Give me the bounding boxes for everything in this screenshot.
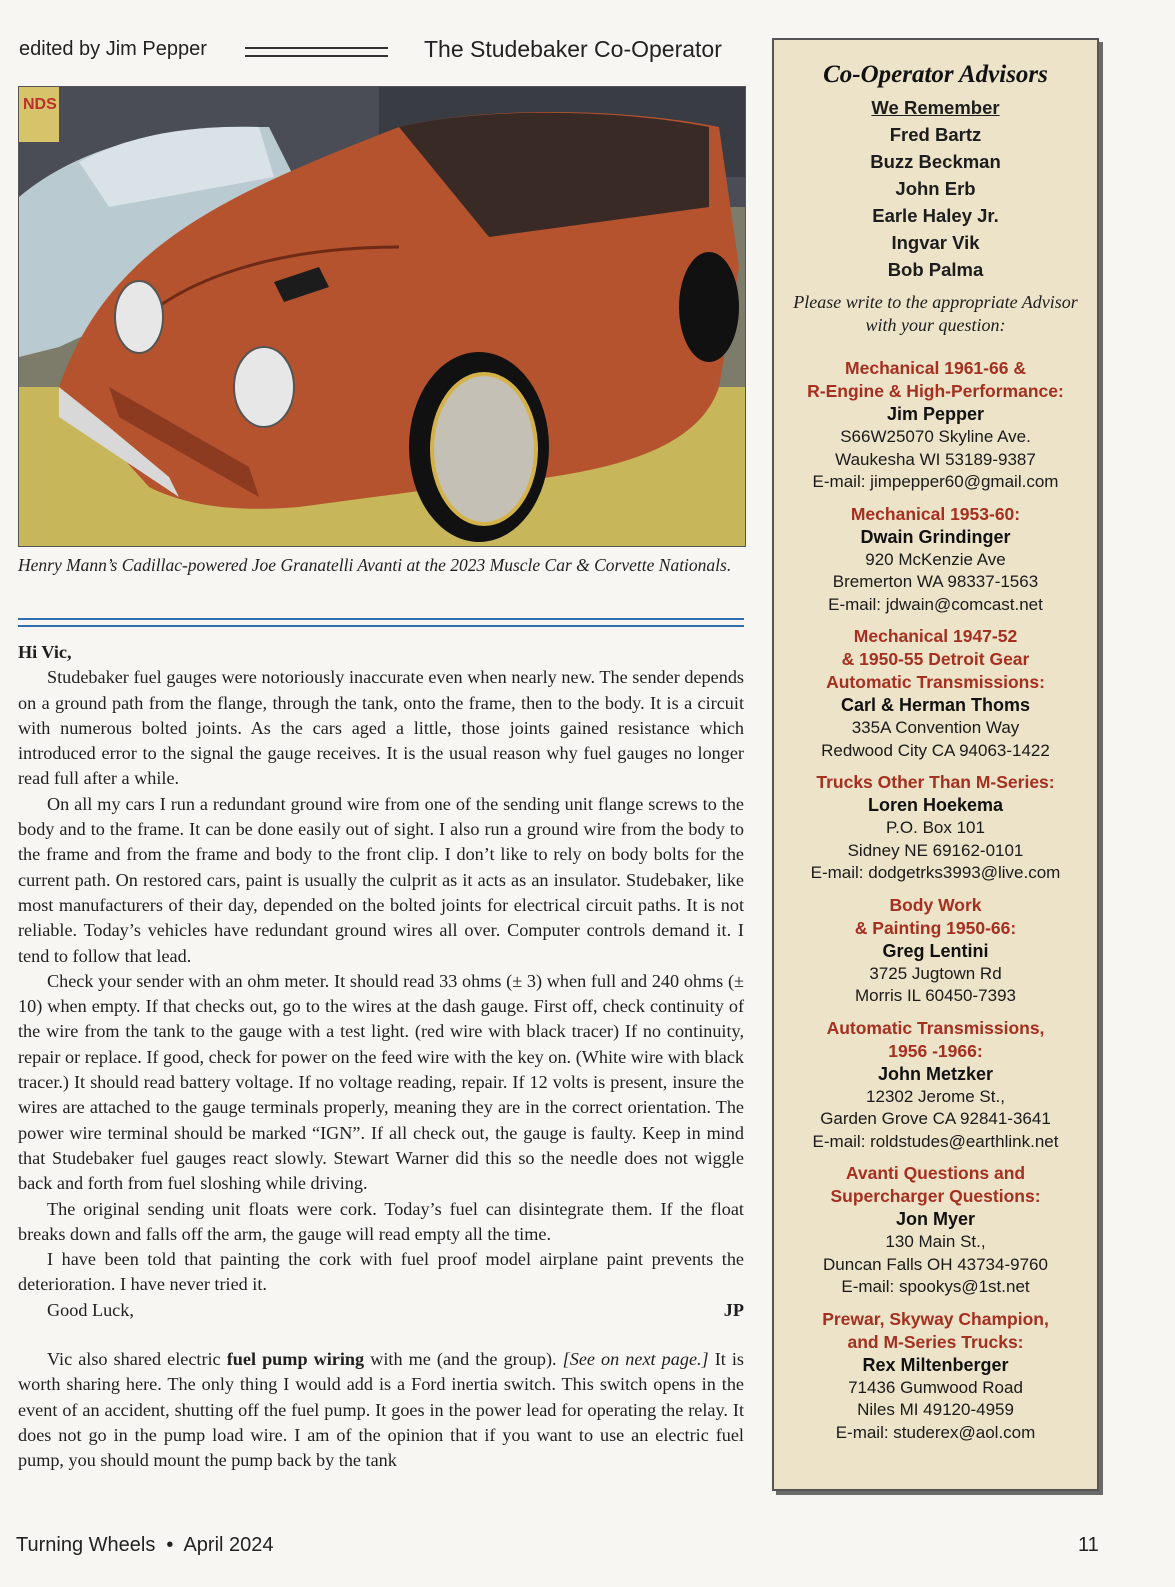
photo-caption: Henry Mann’s Cadillac-powered Joe Granatelli Avanti at the 2023 Muscle Car & Corvette Nationals.	[18, 555, 732, 575]
red-avanti-car-photo	[18, 86, 746, 547]
advisor-topic: Automatic Transmissions,	[826, 1017, 1045, 1038]
advisor-address: Morris IL 60450-7393	[855, 986, 1016, 1005]
text-run: Vic also shared electric	[47, 1349, 227, 1370]
advisor-address: Waukesha WI 53189-9387	[835, 449, 1036, 469]
advisor-topic: Mechanical 1953-60:	[850, 503, 1021, 524]
paragraph: The original sending unit floats were cork. Today’s fuel can disintegrate them. If the float breaks down and falls off the arm, the gauge will read empty all the time.	[18, 1198, 744, 1244]
advisor-topic: Mechanical 1947-52	[853, 626, 1018, 646]
advisor-block	[774, 625, 1097, 762]
footer-issue: Turning Wheels • April 2024	[16, 1534, 274, 1556]
advisor-name: Loren Hoekema	[867, 795, 1004, 815]
advisor-topic: and M-Series Trucks:	[847, 1331, 1024, 1352]
advisor-topic: R-Engine & High-Performance:	[807, 381, 1064, 401]
advisor-address: Duncan Falls OH 43734-9760	[823, 1254, 1048, 1274]
advisor-topic: & Painting 1950-66:	[854, 917, 1017, 938]
advisor-block	[774, 771, 1097, 885]
advisor-address: Redwood City CA 94063-1422	[821, 740, 1050, 760]
advisor-address: S66W25070 Skyline Ave.	[840, 427, 1031, 446]
advisor-block	[774, 1308, 1097, 1445]
advisor-email: E-mail: dodgetrks3993@live.com	[810, 863, 1061, 882]
remembered-name: Ingvar Vik	[891, 232, 980, 253]
advisor-email: E-mail: studerex@aol.com	[835, 1422, 1036, 1442]
advisor-topic: Prewar, Skyway Champion,	[822, 1308, 1049, 1329]
advisor-topic: 1956 -1966:	[888, 1040, 983, 1061]
advisor-email: E-mail: spookys@1st.net	[841, 1277, 1030, 1296]
advisor-address: Bremerton WA 98337-1563	[832, 572, 1039, 591]
advisor-topic: Trucks Other Than M-Series:	[816, 772, 1055, 792]
editor-credit: edited by Jim Pepper	[19, 38, 207, 60]
publication-title: The Studebaker Co-Operator	[424, 36, 722, 62]
paragraph: Check your sender with an ohm meter. It should read 33 ohms (± 3) when full and 240 ohms (± 10) when empty. If that checks out, go to the wires at the dash gauge. First off, check continuity of the wire from the tank to the gauge with a test light. (red wire with black tracer) If no continuity, repair or replace. If good, check for power on the feed wire with the key on. (White wire with black tracer.) It should read battery voltage. If no voltage reading, repair. If 12 volts is present, insure the wires are attached to the gauge terminals properly, meaning they are in the correct orientation. The power wire terminal should be marked “IGN”. If all check out, the gauge is faulty. Keep in mind that Studebaker fuel gauges react slowly. Stewart Warner did this so the needle does not wiggle back and forth from fuel sloshing while driving.	[18, 970, 744, 1194]
bold-term: fuel pump wiring	[226, 1349, 365, 1370]
advisor-name: Greg Lentini	[882, 940, 989, 961]
advisor-address: 335A Convention Way	[851, 718, 1020, 737]
remember-heading: We Remember	[871, 97, 1000, 118]
remembered-name: Buzz Beckman	[870, 151, 1001, 172]
remembered-name: Earle Haley Jr.	[872, 205, 999, 226]
advisor-topic: Body Work	[889, 894, 982, 915]
advisor-block	[774, 1017, 1097, 1154]
advisor-topic: Mechanical 1961-66 &	[845, 358, 1026, 378]
remembered-name: Bob Palma	[887, 259, 984, 280]
advisor-email: E-mail: roldstudes@earthlink.net	[812, 1131, 1059, 1151]
spacer	[18, 1323, 744, 1347]
advisor-topic: Automatic Transmissions:	[826, 672, 1045, 692]
advisor-topic: & 1950-55 Detroit Gear	[841, 649, 1030, 669]
text-run: It is worth sharing here. The only thing I would add is a Ford inertia switch. This switch opens in the event of an accident, shutting off the fuel pump. It goes in the power lead for operating the relay. It does not go in the pump load wire. I am of the opinion that if you want to use an electric fuel pump, you should mount the pump back by the tank	[18, 1349, 745, 1471]
paragraph: I have been told that painting the cork with fuel proof model airplane paint prevents the deterioration. I have never tried it.	[18, 1249, 744, 1295]
paragraph	[18, 1347, 744, 1473]
signoff: Good Luck,	[47, 1299, 134, 1320]
page-number: 11	[1078, 1534, 1099, 1556]
advisor-topic: Avanti Questions and	[845, 1163, 1026, 1183]
advisor-name: John Metzker	[877, 1063, 994, 1084]
signoff-line	[18, 1298, 744, 1323]
advisor-address: 3725 Jugtown Rd	[869, 963, 1002, 983]
advisor-block	[774, 503, 1097, 617]
advisor-block	[774, 894, 1097, 1008]
header-rule	[245, 47, 388, 57]
paragraph: On all my cars I run a redundant ground wire from one of the sending unit flange screws to the body and to the frame. It can be done easily out of sight. I also run a ground wire from the body to the frame and from the frame and body to the front clip. I don’t like to rely on body bolts for the current path. On restored cars, paint is usually the culprit as it acts as an insulator. Studebaker, like most manufacturers of their day, depended on the bolted joints for electrical circuit paths. It is not reliable. Today’s vehicles have redundant ground wires all over. Computer controls demand it. I tend to follow that lead.	[18, 793, 744, 966]
advisor-address: 71436 Gumwood Road	[848, 1377, 1023, 1397]
article-body	[18, 640, 744, 1474]
paragraph: Studebaker fuel gauges were notoriously inaccurate even when nearly new. The sender depends on a ground path from the flange, through the tank, onto the frame, then to the body. It is a circuit with numerous bolted joints. As the cars aged a little, those joints gained resistance which introduced error to the signal the gauge receives. It is the usual reason why fuel gauges no longer read full after a while.	[18, 667, 744, 789]
greeting: Hi Vic,	[18, 642, 72, 662]
sign-text: NDS	[23, 96, 57, 113]
section-divider	[18, 618, 744, 627]
text-run: with me (and the group).	[364, 1349, 563, 1370]
advisor-email: E-mail: jimpepper60@gmail.com	[812, 472, 1059, 491]
advisor-address: Niles MI 49120-4959	[857, 1400, 1014, 1419]
advisors-sidebar	[772, 38, 1099, 1491]
instructions: Please write to the appropriate Advisor with your question:	[793, 292, 1078, 335]
advisor-name: Jim Pepper	[886, 404, 985, 424]
remembered-name: John Erb	[895, 178, 976, 199]
remembered-list	[774, 121, 1097, 283]
advisor-email: E-mail: jdwain@comcast.net	[828, 594, 1043, 614]
advisor-name: Carl & Herman Thoms	[840, 695, 1031, 715]
advisor-block	[774, 357, 1097, 494]
advisor-name: Rex Miltenberger	[862, 1354, 1009, 1375]
advisor-topic: Supercharger Questions:	[830, 1186, 1041, 1206]
advisor-block	[774, 1162, 1097, 1299]
advisor-address: Garden Grove CA 92841-3641	[820, 1109, 1051, 1128]
author-initials: JP	[723, 1299, 744, 1320]
next-page-note: [See on next page.]	[562, 1349, 709, 1370]
advisor-address: 12302 Jerome St.,	[866, 1086, 1005, 1106]
advisor-name: Jon Myer	[895, 1209, 976, 1229]
advisor-name: Dwain Grindinger	[860, 526, 1011, 547]
sidebar-title: Co-Operator Advisors	[823, 61, 1048, 88]
remembered-name: Fred Bartz	[889, 124, 982, 145]
advisor-address: 130 Main St.,	[885, 1232, 986, 1251]
advisor-address: P.O. Box 101	[886, 818, 985, 837]
advisor-address: 920 McKenzie Ave	[865, 549, 1006, 569]
advisor-address: Sidney NE 69162-0101	[847, 840, 1024, 860]
